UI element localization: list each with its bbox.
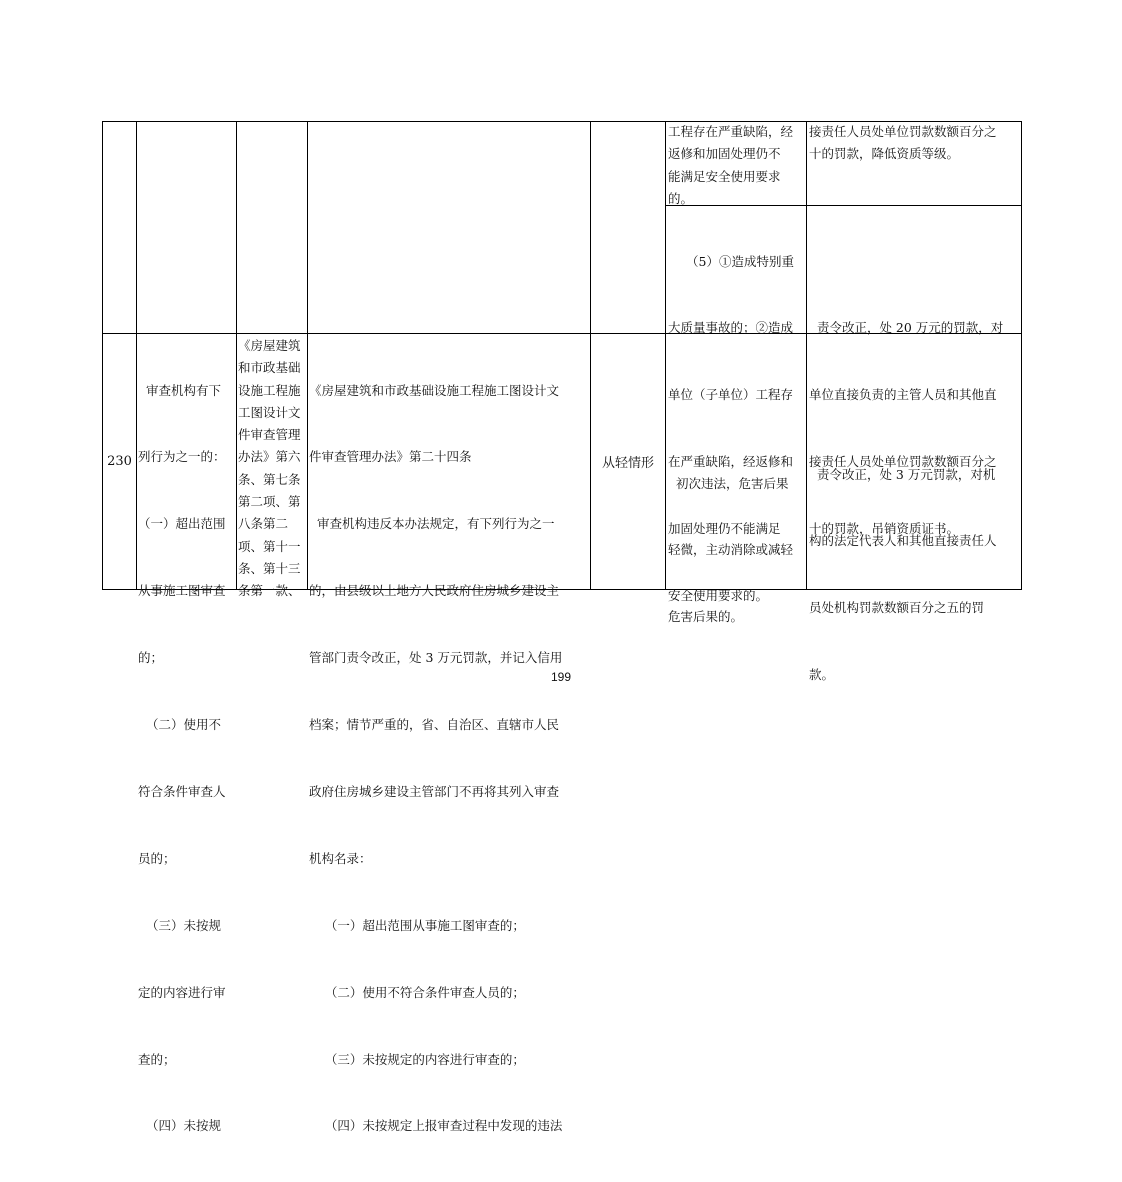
text-line: 的； — [138, 650, 164, 666]
text-line: 责令改正，处 20 万元的罚款，对 — [809, 320, 1004, 336]
text-line: 查的； — [138, 1051, 176, 1067]
text-line: 定的内容进行审 — [138, 984, 226, 1000]
text-line: 员的； — [138, 850, 176, 866]
text-line: 八条第二 — [238, 516, 289, 532]
text-line: 工程存在严重缺陷，经 — [668, 124, 794, 139]
col-line-3 — [307, 121, 308, 590]
text-line: 十的罚款，降低资质等级。 — [809, 146, 960, 162]
text-line: 责令改正，处 3 万元罚款，对机 — [809, 466, 996, 482]
page-number: 199 — [550, 670, 572, 684]
text-line: 从事施工图审查 — [138, 583, 226, 599]
text-line: 第二项、第 — [238, 494, 301, 510]
text-line: 管部门责令改正，处 3 万元罚款，并记入信用 — [309, 650, 563, 666]
text-line: 能满足安全使用要求 — [668, 168, 781, 184]
text-line: 档案；情节严重的，省、自治区、直辖市人民 — [309, 717, 560, 733]
text-line: 的，由县级以上地方人民政府住房城乡建设主 — [309, 583, 560, 599]
provision-text-cell — [309, 335, 590, 1182]
text-line: 十的罚款，吊销资质证书。 — [809, 521, 960, 537]
text-line: 的。 — [668, 190, 694, 206]
text-line: 大质量事故的；②造成 — [668, 320, 794, 336]
text-line: （三）未按规定的内容进行审查的； — [309, 1051, 525, 1067]
legal-basis-cell — [238, 335, 307, 603]
behavior-cell — [138, 335, 236, 1182]
text-line: 条第一款、 — [238, 583, 301, 599]
text-line: （5）①造成特别重 — [686, 253, 794, 269]
penalty-cell — [809, 419, 1021, 731]
text-line: （二）使用不 — [138, 717, 221, 733]
text-line: 办法》第六 — [238, 449, 301, 465]
text-line: 单位直接负责的主管人员和其他直 — [809, 387, 997, 403]
text-line: 审查机构违反本办法规定，有下列行为之一 — [309, 516, 555, 532]
text-line: 《房屋建筑 — [238, 338, 301, 353]
text-line: 单位（子单位）工程存 — [668, 387, 794, 403]
text-line: （三）未按规 — [138, 917, 221, 933]
text-line: 设施工程施 — [238, 382, 301, 398]
text-line: 机构名录： — [309, 850, 372, 866]
row-number: 230 — [107, 454, 132, 469]
text-line: 列行为之一的： — [138, 449, 226, 465]
text-line: 接责任人员处单位罚款数额百分之 — [809, 124, 997, 139]
col-line-6 — [806, 121, 807, 590]
text-line: 初次违法，危害后果 — [668, 475, 789, 491]
col-line-5 — [665, 121, 666, 590]
text-line: 件审查管理办法》第二十四条 — [309, 449, 472, 465]
text-line: 《房屋建筑和市政基础设施工程施工图设计文 — [309, 382, 560, 398]
upper-penalty-a — [809, 121, 1021, 166]
text-line: 款。 — [809, 667, 835, 683]
text-line: 符合条件审查人 — [138, 783, 226, 799]
text-line: 审查机构有下 — [138, 382, 221, 398]
text-line: 在严重缺陷，经返修和 — [668, 454, 794, 470]
text-line: 件审查管理 — [238, 427, 301, 443]
text-line: （四）未按规 — [138, 1118, 221, 1134]
text-line: 员处机构罚款数额百分之五的罚 — [809, 600, 985, 616]
text-line — [809, 251, 1021, 273]
text-line: 安全使用要求的。 — [668, 588, 769, 604]
discretion-level: 从轻情形 — [601, 456, 654, 471]
text-line: 构的法定代表人和其他直接责任人 — [809, 533, 997, 549]
text-line: 加固处理仍不能满足 — [668, 521, 781, 537]
col-line-7 — [1021, 121, 1022, 590]
text-line: 政府住房城乡建设主管部门不再将其列入审查 — [309, 783, 560, 799]
text-line: （四）未按规定上报审查过程中发现的违法 — [309, 1118, 563, 1134]
text-line: （二）使用不符合条件审查人员的； — [309, 984, 525, 1000]
upper-circumstance-a — [668, 121, 805, 210]
circumstance-cell — [668, 428, 805, 673]
text-line: 项、第十一 — [238, 538, 301, 554]
text-line: 返修和加固处理仍不 — [668, 146, 781, 162]
text-line: （一）超出范围 — [138, 516, 226, 532]
text-line: 工图设计文 — [238, 404, 301, 420]
col-line-1 — [136, 121, 137, 590]
text-line: 接责任人员处单位罚款数额百分之 — [809, 454, 997, 470]
text-line: 轻微，主动消除或减轻 — [668, 542, 794, 558]
text-line: 条、第十三 — [238, 560, 301, 576]
text-line: 条、第七条 — [238, 471, 301, 487]
text-line: （一）超出范围从事施工图审查的； — [309, 917, 525, 933]
text-line: 和市政基础 — [238, 360, 301, 376]
text-line: 危害后果的。 — [668, 609, 744, 625]
col-line-2 — [236, 121, 237, 590]
